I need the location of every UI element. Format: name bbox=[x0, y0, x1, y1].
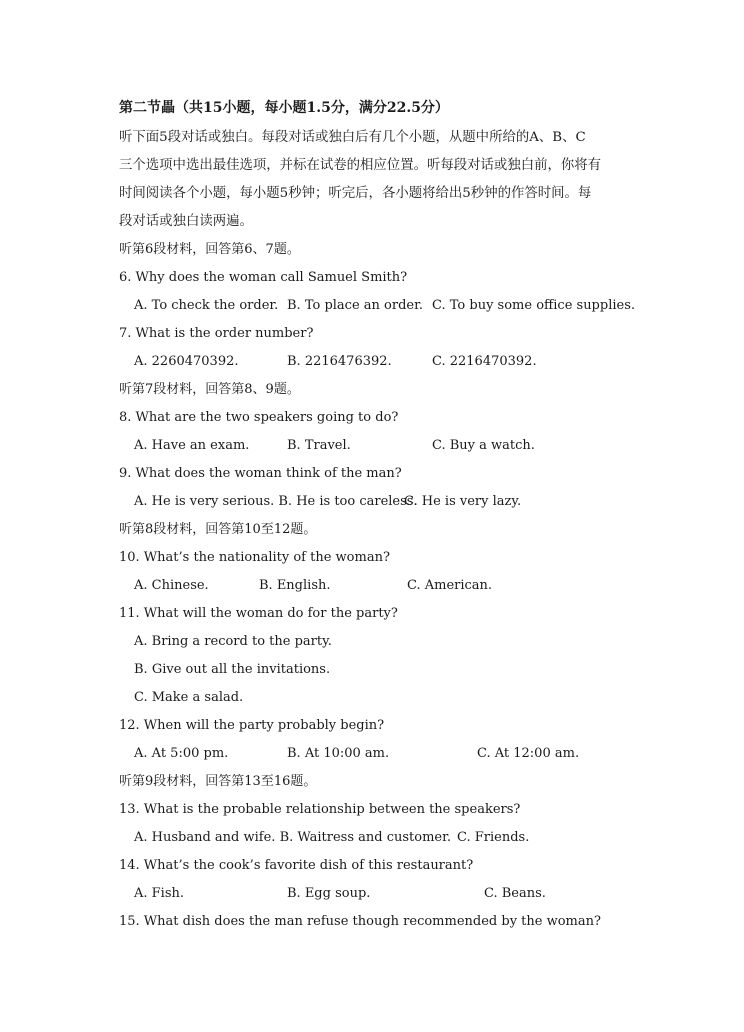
q11-option-a: A. Bring a record to the party. bbox=[134, 634, 332, 649]
instruction-line: 段对话或独白读两遍。 bbox=[119, 214, 253, 229]
question-12: 12. When will the party probably begin? bbox=[119, 718, 385, 733]
q8-option-b: B. Travel. bbox=[287, 438, 351, 453]
q7-option-a: A. 2260470392. bbox=[134, 354, 239, 369]
q14-option-c: C. Beans. bbox=[484, 886, 546, 901]
material-heading-6: 听第6段材料，回答第6、7题。 bbox=[119, 242, 300, 257]
q14-option-b: B. Egg soup. bbox=[287, 886, 371, 901]
q9-options-ab: A. He is very serious. B. He is too careless. bbox=[134, 494, 418, 509]
q11-option-b: B. Give out all the invitations. bbox=[134, 662, 331, 677]
q10-option-a: A. Chinese. bbox=[134, 578, 209, 593]
q8-option-a: A. Have an exam. bbox=[134, 438, 250, 453]
q10-option-b: B. English. bbox=[259, 578, 331, 593]
q14-option-a: A. Fish. bbox=[134, 886, 185, 901]
q10-option-c: C. American. bbox=[407, 578, 493, 593]
section-heading: 第二节畾（共15小题，每小题1.5分，满分22.5分） bbox=[119, 100, 449, 116]
question-13: 13. What is the probable relationship between the speakers? bbox=[119, 802, 521, 817]
material-heading-9: 听第9段材料，回答第13至16题。 bbox=[119, 774, 317, 789]
instruction-line: 听下面5段对话或独白。每段对话或独白后有几个小题，从题中所给的A、B、C bbox=[119, 130, 586, 145]
question-15: 15. What dish does the man refuse though recommended by the woman? bbox=[119, 914, 601, 929]
question-7: 7. What is the order number? bbox=[119, 326, 314, 341]
instruction-line: 时间阅读各个小题，每小题5秒钟；听完后，各小题将给出5秒钟的作答时间。每 bbox=[119, 186, 592, 201]
instruction-line: 三个选项中选出最佳选项，并标在试卷的相应位置。听每段对话或独白前，你将有 bbox=[119, 158, 602, 173]
q7-option-c: C. 2216470392. bbox=[432, 354, 537, 369]
q9-option-c: C. He is very lazy. bbox=[404, 494, 522, 509]
q7-option-b: B. 2216476392. bbox=[287, 354, 392, 369]
material-heading-8: 听第8段材料，回答第10至12题。 bbox=[119, 522, 317, 537]
q12-option-c: C. At 12:00 am. bbox=[477, 746, 580, 761]
q13-option-c: C. Friends. bbox=[457, 830, 530, 845]
question-11: 11. What will the woman do for the party? bbox=[119, 606, 398, 621]
question-10: 10. What’s the nationality of the woman? bbox=[119, 550, 390, 565]
q13-options-ab: A. Husband and wife. B. Waitress and customer. bbox=[134, 830, 452, 845]
q12-option-a: A. At 5:00 pm. bbox=[134, 746, 229, 761]
material-heading-7: 听第7段材料，回答第8、9题。 bbox=[119, 382, 300, 397]
question-8: 8. What are the two speakers going to do? bbox=[119, 410, 399, 425]
question-14: 14. What’s the cook’s favorite dish of this restaurant? bbox=[119, 858, 474, 873]
q6-option-c: C. To buy some office supplies. bbox=[432, 298, 636, 313]
question-9: 9. What does the woman think of the man? bbox=[119, 466, 402, 481]
question-6: 6. Why does the woman call Samuel Smith? bbox=[119, 270, 408, 285]
q12-option-b: B. At 10:00 am. bbox=[287, 746, 390, 761]
q11-option-c: C. Make a salad. bbox=[134, 690, 244, 705]
q6-option-a: A. To check the order. bbox=[134, 298, 279, 313]
instructions bbox=[119, 124, 629, 236]
q6-option-b: B. To place an order. bbox=[287, 298, 424, 313]
q8-option-c: C. Buy a watch. bbox=[432, 438, 535, 453]
